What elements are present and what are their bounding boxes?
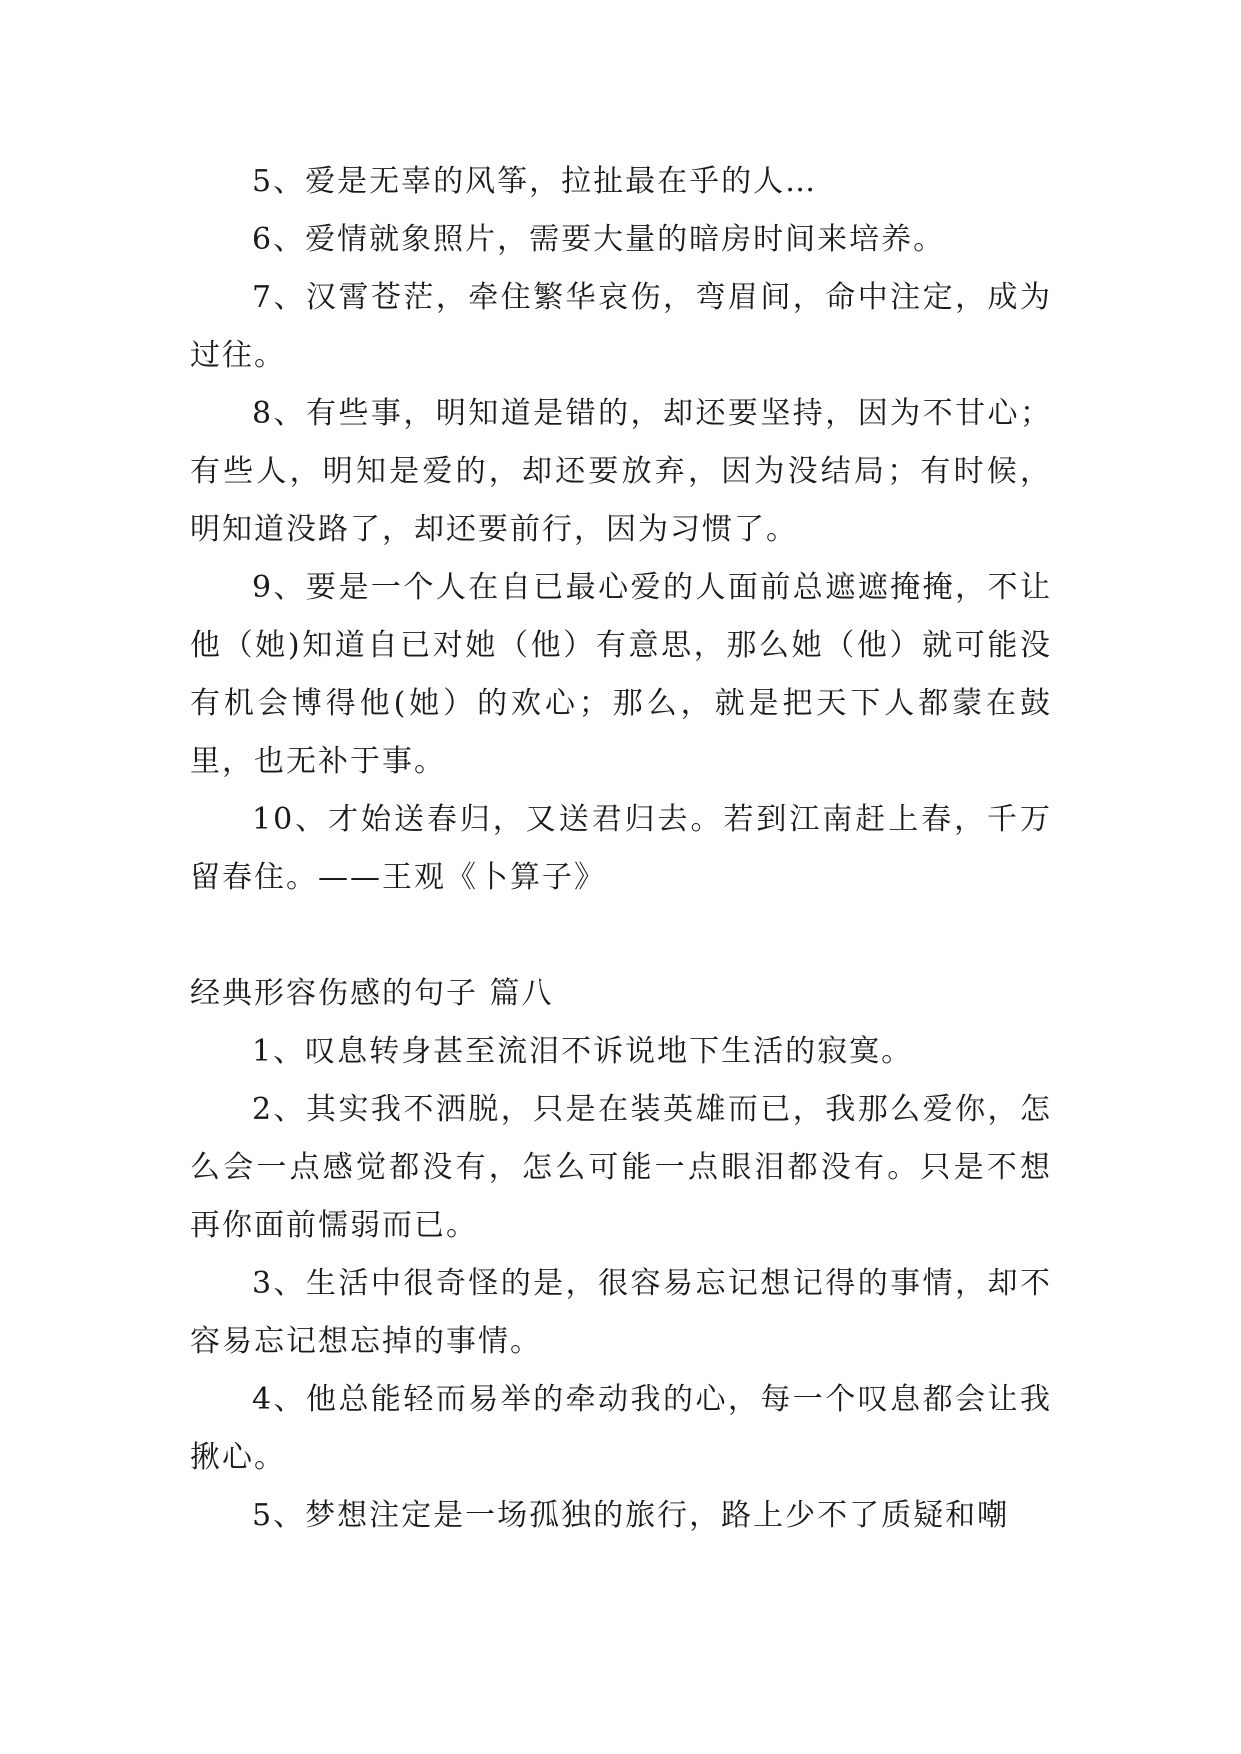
list-item: 8、有些事，明知道是错的，却还要坚持，因为不甘心；有些人，明知是爱的，却还要放弃，因为没结局；有时候，明知道没路了，却还要前行，因为习惯了。 (190, 396, 1052, 547)
section-heading: 经典形容伤感的句子 篇八 (190, 976, 554, 1011)
list-item: 6、爱情就象照片，需要大量的暗房时间来培养。 (252, 222, 946, 257)
list-item: 9、要是一个人在自已最心爱的人面前总遮遮掩掩，不让他（她)知道自已对她（他）有意思，那么她（他）就可能没有机会博得他(她）的欢心；那么，就是把天下人都蒙在鼓里，也无补于事。 (190, 570, 1052, 779)
list-item: 7、汉霄苍茫，牵住繁华哀伤，弯眉间，命中注定，成为过往。 (190, 280, 1052, 373)
list-item: 4、他总能轻而易举的牵动我的心，每一个叹息都会让我揪心。 (190, 1382, 1052, 1475)
list-item: 5、梦想注定是一场孤独的旅行，路上少不了质疑和嘲 (252, 1498, 1010, 1533)
list-item: 5、爱是无辜的风筝，拉扯最在乎的人… (252, 164, 818, 199)
list-item: 2、其实我不洒脱，只是在装英雄而已，我那么爱你，怎么会一点感觉都没有，怎么可能一点眼泪都没有。只是不想再你面前懦弱而已。 (190, 1092, 1052, 1243)
list-item: 10、才始送春归，又送君归去。若到江南赶上春，千万留春住。——王观《卜算子》 (190, 802, 1052, 895)
document-page (190, 153, 1052, 1545)
list-item: 1、叹息转身甚至流泪不诉说地下生活的寂寞。 (252, 1034, 914, 1069)
list-item: 3、生活中很奇怪的是，很容易忘记想记得的事情，却不容易忘记想忘掉的事情。 (190, 1266, 1052, 1359)
